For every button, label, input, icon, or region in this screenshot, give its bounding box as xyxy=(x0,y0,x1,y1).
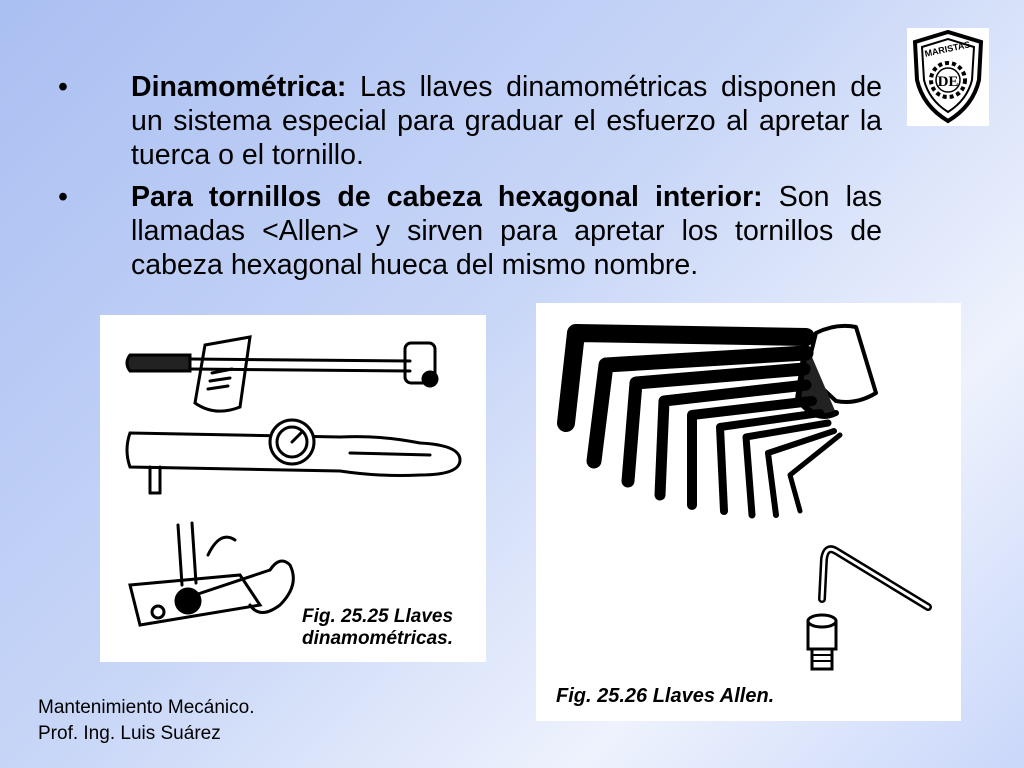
footer-author: Prof. Ing. Luis Suárez xyxy=(38,723,221,744)
allen-key-set-illustration xyxy=(566,326,876,515)
figure-allen-keys xyxy=(536,303,961,721)
bullet-dinamometrica xyxy=(58,70,882,172)
bullet-term: Dinamométrica: xyxy=(131,71,347,103)
figure-torque-wrenches xyxy=(100,315,486,662)
torque-wrench-beam-illustration xyxy=(127,337,437,411)
bullet-allen xyxy=(58,180,882,282)
torque-wrench-in-use-illustration xyxy=(130,523,293,625)
bullet-list xyxy=(58,70,882,290)
torque-wrench-dial-illustration xyxy=(127,420,460,493)
figure-caption: Fig. 25.25 Llaves dinamométricas. xyxy=(302,606,454,649)
allen-key-and-screw-illustration xyxy=(808,549,928,669)
bullet-text: Las llaves dinamométricas disponen de un sistema especial para graduar el esfuerzo al apretar la tuerca o el tornillo. xyxy=(131,71,882,171)
figure-caption: Fig. 25.26 Llaves Allen. xyxy=(556,685,775,707)
bullet-marker: • xyxy=(58,71,68,103)
footer xyxy=(38,695,255,747)
logo-monogram: DE xyxy=(937,74,959,90)
footer-course: Mantenimiento Mecánico. xyxy=(38,697,255,718)
maristas-shield-logo xyxy=(907,28,989,126)
bullet-term: Para tornillos de cabeza hexagonal interior: xyxy=(131,181,763,213)
logo-text: MARISTAS xyxy=(923,39,972,59)
bullet-marker: • xyxy=(58,181,68,213)
bullet-text: Son las llamadas <Allen> y sirven para apretar los tornillos de cabeza hexagonal hueca del mismo nombre. xyxy=(131,181,882,281)
